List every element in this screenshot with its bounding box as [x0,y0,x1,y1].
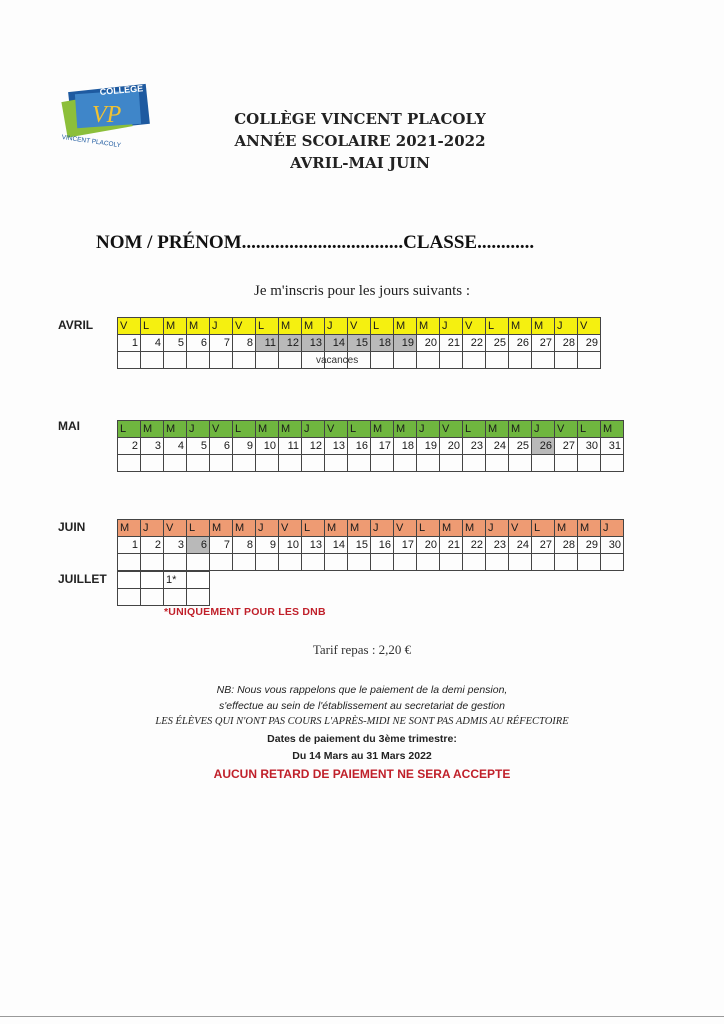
weekday-cell: J [486,520,509,537]
date-cell: 21 [440,335,463,352]
signup-checkbox[interactable] [141,554,164,571]
signup-checkbox[interactable] [348,554,371,571]
weekday-cell: M [325,520,348,537]
signup-checkbox[interactable] [371,554,394,571]
date-cell: 25 [509,438,532,455]
juillet-cell [187,572,210,589]
signup-checkbox[interactable] [279,352,302,369]
juillet-checkbox[interactable] [164,589,187,606]
date-cell: 5 [187,438,210,455]
date-cell: 11 [256,335,279,352]
document-header [160,108,560,174]
signup-checkbox[interactable] [371,455,394,472]
signup-checkbox[interactable] [210,352,233,369]
weekday-cell: M [233,520,256,537]
weekday-cell: V [164,520,187,537]
month-label-avril: AVRIL [58,318,94,332]
signup-checkbox[interactable] [256,455,279,472]
period-title: AVRIL-MAI JUIN [290,154,430,172]
late-payment-warning: AUCUN RETARD DE PAIEMENT NE SERA ACCEPTE [213,767,511,781]
juillet-checkbox[interactable] [141,589,164,606]
date-cell: 24 [509,537,532,554]
weekday-cell: M [417,318,440,335]
weekday-cell: M [164,318,187,335]
signup-checkbox[interactable] [325,554,348,571]
weekday-cell: J [302,421,325,438]
signup-checkbox[interactable] [601,554,624,571]
date-cell: 12 [279,335,302,352]
date-cell: 22 [463,537,486,554]
calendar-juillet [117,571,210,606]
logo-bottom-text: VINCENT PLACOLY [61,133,122,148]
date-cell: 20 [417,335,440,352]
calendar-mai [117,420,624,472]
signup-checkbox[interactable] [555,554,578,571]
weekday-cell: M [187,318,210,335]
signup-checkbox[interactable] [578,455,601,472]
weekday-cell: V [394,520,417,537]
date-cell: 1 [118,335,141,352]
weekday-cell: M [440,520,463,537]
weekday-cell: V [348,318,371,335]
weekday-cell: M [394,318,417,335]
weekday-cell: L [463,421,486,438]
date-cell: 18 [371,335,394,352]
weekday-cell: M [164,421,187,438]
weekday-cell: M [256,421,279,438]
signup-checkbox[interactable] [394,455,417,472]
signup-checkbox[interactable] [532,352,555,369]
date-cell: 27 [532,335,555,352]
date-cell: 25 [486,335,509,352]
weekday-cell: J [417,421,440,438]
signup-checkbox[interactable] [417,352,440,369]
weekday-cell: M [578,520,601,537]
date-cell: 8 [233,537,256,554]
signup-checkbox[interactable] [555,455,578,472]
signup-checkbox[interactable] [279,455,302,472]
date-cell: 5 [164,335,187,352]
vacances-note: vacances [316,355,359,366]
signup-checkbox[interactable] [463,554,486,571]
logo-top-text: COLLÈGE [99,83,144,97]
juillet-date: 1* [164,572,187,589]
weekday-cell: L [486,318,509,335]
weekday-cell: V [440,421,463,438]
signup-checkbox[interactable] [509,554,532,571]
signup-checkbox[interactable] [486,455,509,472]
date-cell: 23 [463,438,486,455]
weekday-cell: J [141,520,164,537]
date-cell: 30 [601,537,624,554]
signup-checkbox[interactable] [164,455,187,472]
weekday-cell: V [279,520,302,537]
date-cell: 22 [463,335,486,352]
signup-checkbox[interactable] [302,455,325,472]
date-cell: 21 [440,537,463,554]
signup-checkbox[interactable] [440,554,463,571]
date-cell: 15 [348,335,371,352]
payment-dates-range: Du 14 Mars au 31 Mars 2022 [292,750,432,762]
calendar-avril [117,317,601,369]
date-cell: 3 [141,438,164,455]
weekday-cell: J [256,520,279,537]
weekday-cell: M [463,520,486,537]
date-cell: 6 [210,438,233,455]
signup-checkbox[interactable] [187,554,210,571]
signup-checkbox[interactable] [256,352,279,369]
date-cell: 17 [371,438,394,455]
date-cell: 26 [509,335,532,352]
weekday-cell: M [509,421,532,438]
weekday-cell: V [118,318,141,335]
date-cell: 16 [348,438,371,455]
signup-checkbox[interactable] [141,352,164,369]
signup-checkbox[interactable] [118,554,141,571]
signup-checkbox[interactable] [555,352,578,369]
date-cell: 28 [555,537,578,554]
date-cell: 16 [371,537,394,554]
signup-checkbox[interactable] [164,554,187,571]
signup-checkbox[interactable] [532,455,555,472]
signup-checkbox[interactable] [509,352,532,369]
juillet-checkbox[interactable] [187,589,210,606]
date-cell: 27 [532,537,555,554]
signup-checkbox[interactable] [417,455,440,472]
date-cell: 10 [279,537,302,554]
nb-line-1: NB: Nous vous rappelons que le paiement de la demi pension, [216,684,508,696]
signup-checkbox[interactable] [210,455,233,472]
date-cell: 23 [486,537,509,554]
date-cell: 13 [302,335,325,352]
signup-checkbox[interactable] [187,352,210,369]
weekday-cell: M [348,520,371,537]
weekday-cell: J [210,318,233,335]
weekday-cell: M [118,520,141,537]
date-cell: 29 [578,537,601,554]
date-cell: 14 [325,537,348,554]
date-cell: 13 [302,537,325,554]
meal-price: Tarif repas : 2,20 € [312,642,412,657]
signup-checkbox[interactable] [233,455,256,472]
signup-checkbox[interactable] [279,554,302,571]
date-cell: 9 [256,537,279,554]
date-cell: 26 [532,438,555,455]
weekday-cell: V [325,421,348,438]
date-cell: 18 [394,438,417,455]
page-bottom-border [0,1016,724,1017]
date-cell: 13 [325,438,348,455]
weekday-cell: M [601,421,624,438]
weekday-cell: V [210,421,233,438]
weekday-cell: M [532,318,555,335]
date-cell: 2 [118,438,141,455]
date-cell: 4 [141,335,164,352]
date-cell: 1 [118,537,141,554]
signup-checkbox[interactable] [371,352,394,369]
signup-checkbox[interactable] [164,352,187,369]
signup-checkbox[interactable] [417,554,440,571]
weekday-cell: J [601,520,624,537]
month-label-mai: MAI [58,419,80,433]
weekday-cell: L [187,520,210,537]
weekday-cell: M [371,421,394,438]
dnb-note: *UNIQUEMENT POUR LES DNB [164,606,326,618]
date-cell: 29 [578,335,601,352]
date-cell: 19 [417,438,440,455]
logo-monogram: VP [92,102,122,128]
weekday-cell: J [187,421,210,438]
signup-checkbox[interactable] [118,455,141,472]
signup-checkbox[interactable] [509,455,532,472]
weekday-cell: V [555,421,578,438]
date-cell: 2 [141,537,164,554]
month-label-juillet: JUILLET [58,572,107,586]
weekday-cell: M [486,421,509,438]
signup-checkbox[interactable] [118,352,141,369]
signup-checkbox[interactable] [325,455,348,472]
date-cell: 27 [555,438,578,455]
signup-checkbox[interactable] [256,554,279,571]
date-cell: 19 [394,335,417,352]
date-cell: 8 [233,335,256,352]
date-cell: 28 [555,335,578,352]
nb-line-2: s'effectue au sein de l'établissement au secretariat de gestion [219,700,505,712]
signup-checkbox[interactable] [348,455,371,472]
weekday-cell: L [417,520,440,537]
school-name: COLLÈGE VINCENT PLACOLY [234,110,486,128]
weekday-cell: J [371,520,394,537]
weekday-cell: L [371,318,394,335]
date-cell: 7 [210,537,233,554]
date-cell: 6 [187,335,210,352]
signup-checkbox[interactable] [394,352,417,369]
calendar-juin [117,519,624,571]
signup-checkbox[interactable] [394,554,417,571]
juillet-checkbox[interactable] [118,589,141,606]
weekday-cell: M [509,318,532,335]
weekday-cell: V [509,520,532,537]
weekday-cell: M [555,520,578,537]
signup-checkbox[interactable] [187,455,210,472]
weekday-cell: J [325,318,348,335]
date-cell: 14 [325,335,348,352]
date-cell: 12 [302,438,325,455]
weekday-cell: L [348,421,371,438]
weekday-cell: L [233,421,256,438]
weekday-cell: M [394,421,417,438]
signup-checkbox[interactable] [486,554,509,571]
month-label-juin: JUIN [58,520,86,534]
weekday-cell: L [256,318,279,335]
signup-checkbox[interactable] [302,554,325,571]
weekday-cell: L [302,520,325,537]
weekday-cell: L [532,520,555,537]
weekday-cell: M [279,421,302,438]
weekday-cell: V [578,318,601,335]
weekday-cell: J [440,318,463,335]
weekday-cell: L [141,318,164,335]
weekday-cell: L [578,421,601,438]
juillet-cell [141,572,164,589]
date-cell: 4 [164,438,187,455]
intro-text: Je m'inscris pour les jours suivants : [253,283,471,299]
date-cell: 15 [348,537,371,554]
date-cell: 11 [279,438,302,455]
signup-checkbox[interactable] [440,455,463,472]
signup-checkbox[interactable] [210,554,233,571]
weekday-cell: L [118,421,141,438]
weekday-cell: M [141,421,164,438]
weekday-cell: M [302,318,325,335]
signup-checkbox[interactable] [233,352,256,369]
school-logo [58,78,158,148]
date-cell: 9 [233,438,256,455]
date-cell: 7 [210,335,233,352]
date-cell: 17 [394,537,417,554]
date-cell: 6 [187,537,210,554]
signup-checkbox[interactable] [233,554,256,571]
signup-checkbox[interactable] [486,352,509,369]
payment-dates-title: Dates de paiement du 3ème trimestre: [267,733,457,745]
name-class-field[interactable]: NOM / PRÉNOM..................................CLASSE............ [96,232,535,253]
weekday-cell: M [279,318,302,335]
school-year: ANNÉE SCOLAIRE 2021-2022 [234,132,486,150]
date-cell: 20 [417,537,440,554]
signup-checkbox[interactable] [463,455,486,472]
date-cell: 20 [440,438,463,455]
weekday-cell: J [555,318,578,335]
signup-checkbox[interactable] [440,352,463,369]
signup-checkbox[interactable] [601,455,624,472]
signup-checkbox[interactable] [463,352,486,369]
juillet-cell [118,572,141,589]
date-cell: 10 [256,438,279,455]
signup-checkbox[interactable] [141,455,164,472]
weekday-cell: J [532,421,555,438]
signup-checkbox[interactable] [578,554,601,571]
date-cell: 3 [164,537,187,554]
weekday-cell: V [233,318,256,335]
signup-checkbox[interactable] [578,352,601,369]
nb-line-3: LES ÉLÈVES QUI N'ONT PAS COURS L'APRÈS-MIDI NE SONT PAS ADMIS AU RÉFECTOIRE [155,716,569,727]
signup-checkbox[interactable] [532,554,555,571]
weekday-cell: M [210,520,233,537]
date-cell: 24 [486,438,509,455]
date-cell: 30 [578,438,601,455]
date-cell: 31 [601,438,624,455]
weekday-cell: V [463,318,486,335]
